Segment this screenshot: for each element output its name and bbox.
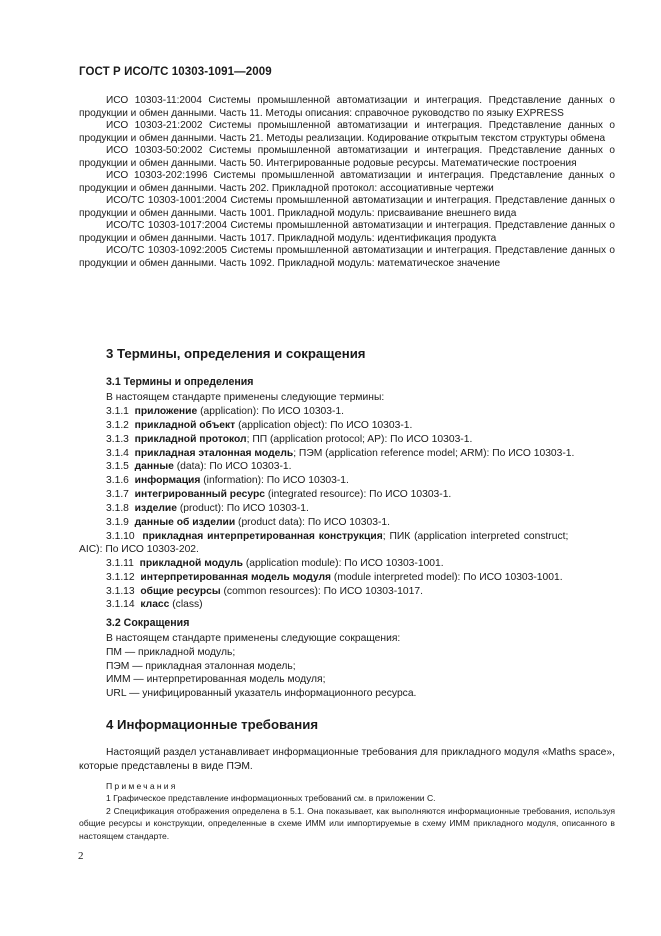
- term-item: 3.1.13 общие ресурсы (common resources): По ИСО 10303-1017.: [106, 586, 423, 597]
- reference-item: ИСО/ТС 10303-1001:2004 Системы промышленной автоматизации и интеграция. Представление данных о продукции и обмен данными. Часть 1001. Прикладной модуль: присваивание внешнего вида: [79, 195, 615, 219]
- abbreviation-item: ИММ — интерпретированная модель модуля;: [106, 674, 326, 685]
- section-4-heading: 4 Информационные требования: [106, 717, 319, 732]
- abbreviation-item: URL — унифицированный указатель информационного ресурса.: [106, 688, 417, 699]
- note-item: 1 Графическое представление информационных требований см. в приложении С.: [106, 793, 436, 804]
- page-number: 2: [78, 850, 84, 862]
- section-4-paragraph: Настоящий раздел устанавливает информационные требования для прикладного модуля «Maths space», которые представлены в виде ПЭМ.: [79, 747, 615, 772]
- reference-item: ИСО/ТС 10303-1092:2005 Системы промышленной автоматизации и интеграция. Представление данных о продукции и обмен данными. Часть 1092. Прикладной модуль: математическое значение: [79, 245, 615, 269]
- reference-item: ИСО 10303-11:2004 Системы промышленной автоматизации и интеграция. Представление данных о продукции и обмен данными. Часть 11. Методы описания: справочное руководство по языку EXPRESS: [79, 95, 615, 119]
- term-item: 3.1.5 данные (data): По ИСО 10303-1.: [106, 461, 292, 472]
- term-item: 3.1.7 интегрированный ресурс (integrated resource): По ИСО 10303-1.: [106, 489, 452, 500]
- reference-item: ИСО 10303-50:2002 Системы промышленной автоматизации и интеграция. Представление данных о продукции и обмен данными. Часть 50. Интегрированные родовые ресурсы. Математические построения: [79, 145, 615, 169]
- reference-item: ИСО 10303-202:1996 Системы промышленной автоматизации и интеграция. Представление данных о продукции и обмен данными. Часть 202. Прикладной протокол: ассоциативные чертежи: [79, 170, 615, 194]
- term-item: 3.1.11 прикладной модуль (application module): По ИСО 10303-1001.: [106, 558, 444, 569]
- term-item: 3.1.8 изделие (product): По ИСО 10303-1.: [106, 503, 309, 514]
- normative-references: [79, 95, 615, 270]
- term-item: 3.1.12 интерпретированная модель модуля (module interpreted model): По ИСО 10303-1001.: [106, 572, 563, 583]
- notes-title: Примечания: [106, 781, 178, 791]
- term-item: 3.1.4 прикладная эталонная модель; ПЭМ (application reference model; ARM): По ИСО 10303-1.: [106, 448, 575, 459]
- term-item: 3.1.6 информация (information): По ИСО 10303-1.: [106, 475, 349, 486]
- term-item: 3.1.10 прикладная интерпретированная конструкция; ПИК (application interpreted construct;: [106, 531, 569, 542]
- terms-intro: В настоящем стандарте применены следующие термины:: [106, 392, 385, 403]
- reference-item: ИСО/ТС 10303-1017:2004 Системы промышленной автоматизации и интеграция. Представление данных о продукции и обмен данными. Часть 1017. Прикладной модуль: идентификация продукта: [79, 220, 615, 244]
- document-header: ГОСТ Р ИСО/ТС 10303-1091—2009: [79, 66, 272, 78]
- abbreviation-item: ПМ — прикладной модуль;: [106, 647, 236, 658]
- abbreviations-intro: В настоящем стандарте применены следующие сокращения:: [106, 633, 401, 644]
- abbreviation-item: ПЭМ — прикладная эталонная модель;: [106, 661, 296, 672]
- note-item: 2 Спецификация отображения определена в 5.1. Она показывает, как выполняются информационные требования, используя общие ресурсы и конструкции, определенные в схеме ИММ или импортируемые в схему ИММ прикладного модуля, описанного в настоящем стандарте.: [79, 805, 615, 841]
- term-item: 3.1.14 класс (class): [106, 599, 203, 610]
- section-3-heading: 3 Термины, определения и сокращения: [106, 346, 366, 361]
- reference-item: ИСО 10303-21:2002 Системы промышленной автоматизации и интеграция. Представление данных о продукции и обмен данными. Часть 21. Методы реализации. Кодирование открытым текстом структуры обмена: [79, 120, 615, 144]
- subsection-3-2-heading: 3.2 Сокращения: [106, 617, 190, 629]
- term-item: 3.1.2 прикладной объект (application object): По ИСО 10303-1.: [106, 420, 413, 431]
- term-item: 3.1.1 приложение (application): По ИСО 10303-1.: [106, 406, 345, 417]
- term-item: 3.1.3 прикладной протокол; ПП (application protocol; AP): По ИСО 10303-1.: [106, 434, 473, 445]
- notes-block: [79, 780, 615, 842]
- term-item: 3.1.9 данные об изделии (product data): По ИСО 10303-1.: [106, 517, 390, 528]
- term-item-continuation: AIC): По ИСО 10303-202.: [79, 544, 199, 555]
- subsection-3-1-heading: 3.1 Термины и определения: [106, 376, 254, 388]
